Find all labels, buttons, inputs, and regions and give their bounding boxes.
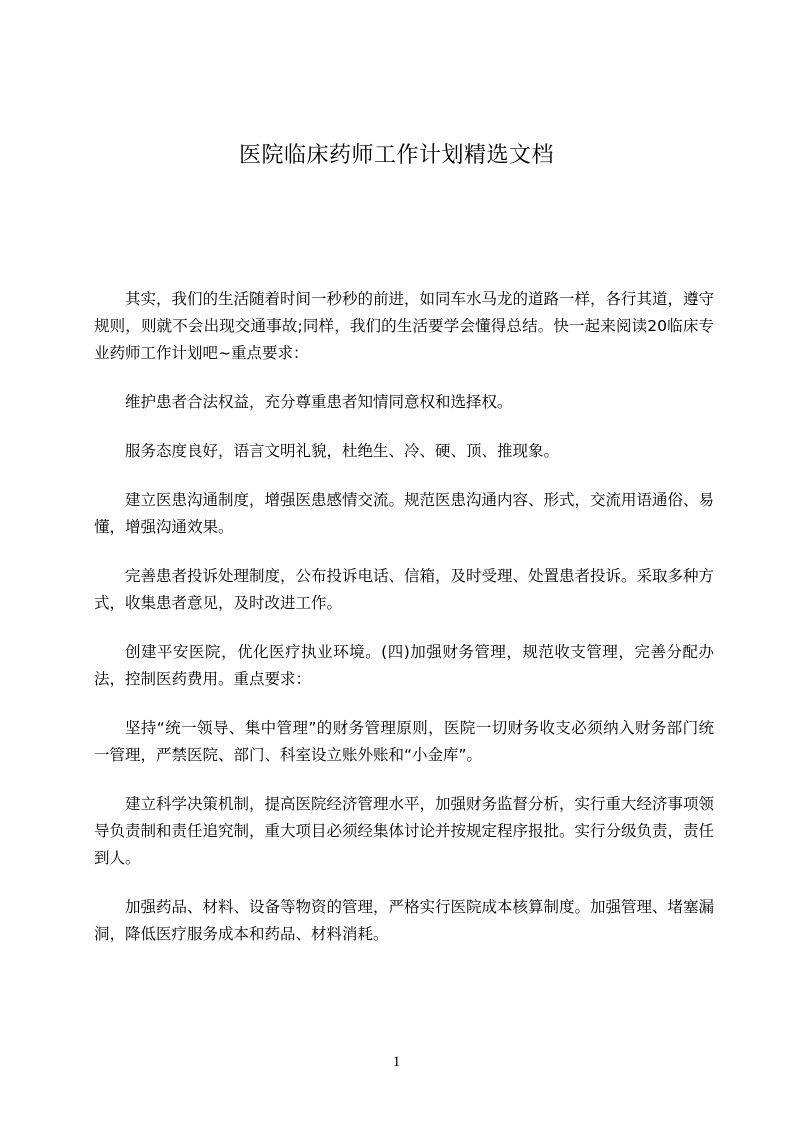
paragraph-decision-mechanism: 建立科学决策机制，提高医院经济管理水平，加强财务监督分析，实行重大经济事项领导负责制和责任追究制，重大项目必须经集体讨论并按规定程序报批。实行分级负责，责任到人。 bbox=[94, 795, 715, 867]
paragraph-intro: 其实，我们的生活随着时间一秒秒的前进，如同车水马龙的道路一样，各行其道，遵守规则，则就不会出现交通事故;同样，我们的生活要学会懂得总结。快一起来阅读20临床专业药师工作计划吧~重点要求： bbox=[94, 290, 715, 362]
paragraph-communication: 建立医患沟通制度，增强医患感情交流。规范医患沟通内容、形式，交流用语通俗、易懂，增强沟通效果。 bbox=[94, 491, 715, 536]
document-title: 医院临床药师工作计划精选文档 bbox=[238, 143, 554, 168]
paragraph-patient-rights: 维护患者合法权益，充分尊重患者知情同意权和选择权。 bbox=[125, 393, 513, 411]
paragraph-safe-hospital: 创建平安医院，优化医疗执业环境。(四)加强财务管理，规范收支管理，完善分配办法，控制医药费用。重点要求： bbox=[94, 643, 714, 688]
paragraph-complaints: 完善患者投诉处理制度，公布投诉电话、信箱，及时受理、处置患者投诉。采取多种方式，收集患者意见，及时改进工作。 bbox=[94, 567, 715, 612]
paragraph-financial-principle: 坚持“统一领导、集中管理”的财务管理原则，医院一切财务收支必须纳入财务部门统一管理，严禁医院、部门、科室设立账外账和“小金库”。 bbox=[94, 719, 714, 764]
paragraph-service-attitude: 服务态度良好，语言文明礼貌，杜绝生、冷、硬、顶、推现象。 bbox=[125, 442, 560, 460]
document-body bbox=[94, 286, 714, 970]
page-number: 1 bbox=[392, 1054, 401, 1070]
paragraph-materials-management: 加强药品、材料、设备等物资的管理，严格实行医院成本核算制度。加强管理、堵塞漏洞，降低医疗服务成本和药品、材料消耗。 bbox=[94, 898, 715, 943]
